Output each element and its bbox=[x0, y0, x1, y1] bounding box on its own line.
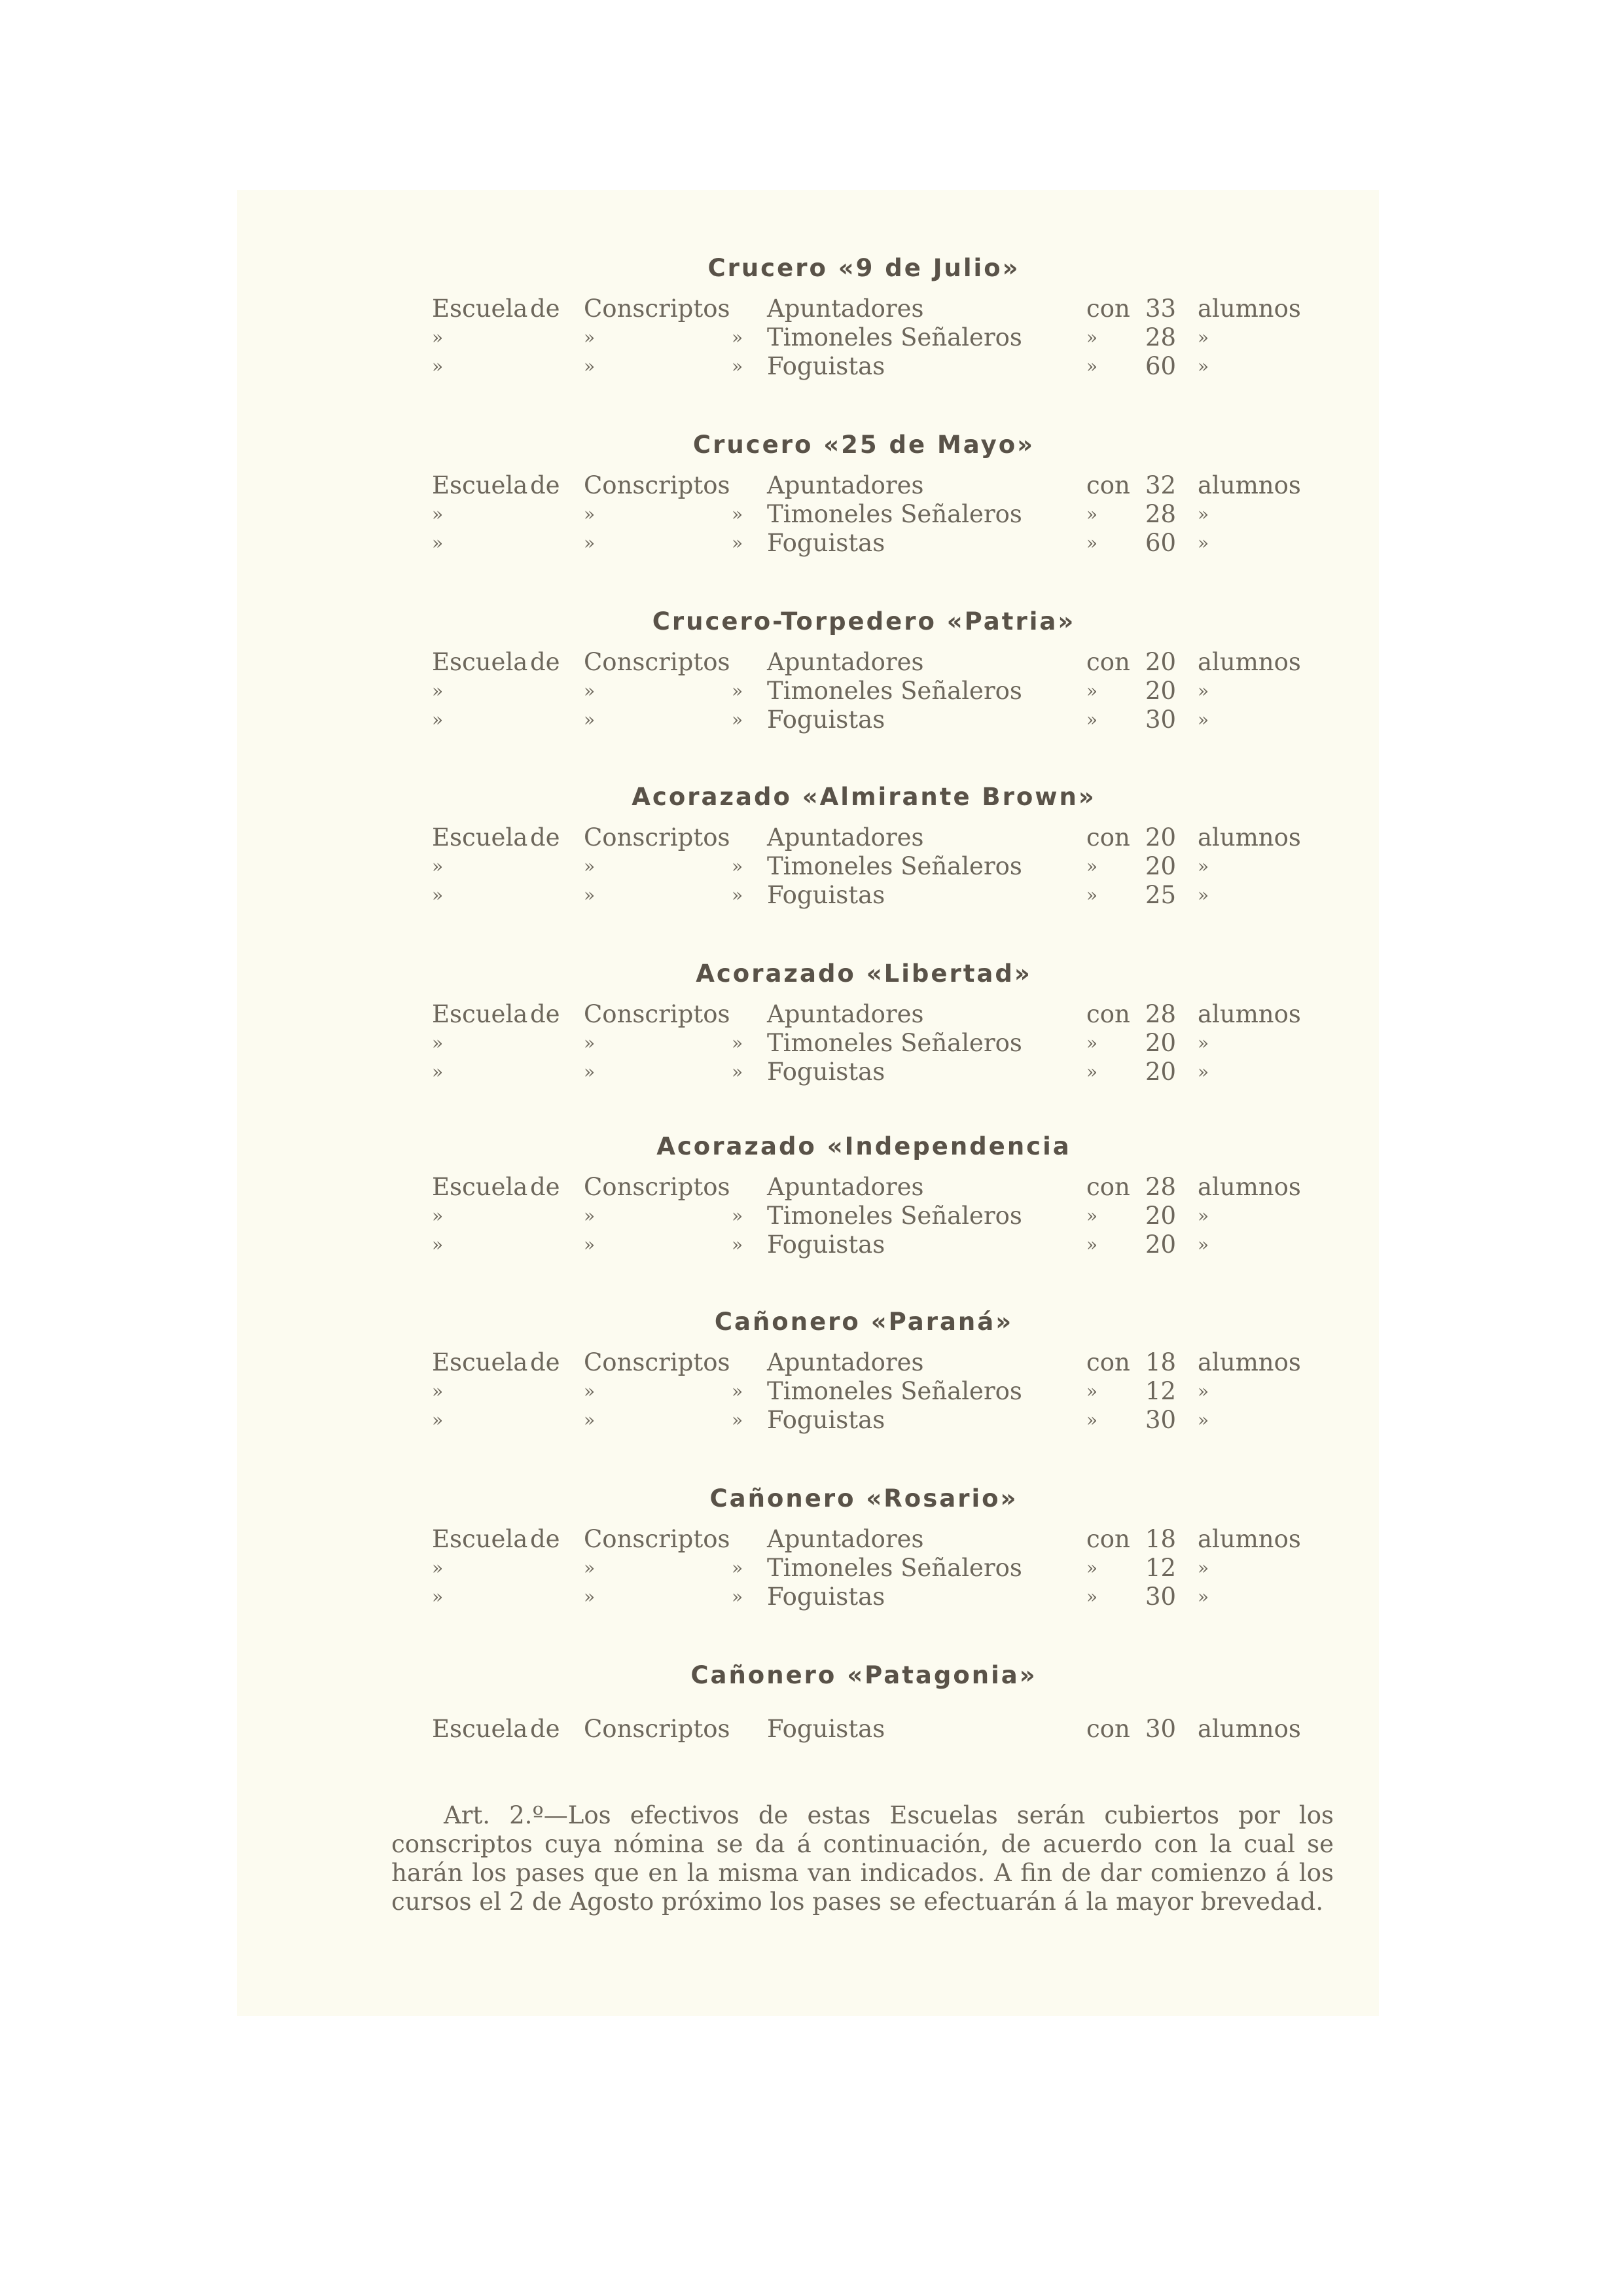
school-label: Escuela bbox=[432, 1173, 528, 1201]
ditto-mark: » bbox=[1198, 1205, 1209, 1227]
ditto-mark: » bbox=[432, 1234, 444, 1255]
ditto-mark: » bbox=[732, 1380, 743, 1402]
vessel-title: Cañonero «Paraná» bbox=[714, 1308, 1014, 1336]
student-count: 28 bbox=[1145, 323, 1177, 351]
con-label: con bbox=[1086, 1715, 1130, 1743]
school-row bbox=[432, 1058, 1296, 1086]
specialty-label: Timoneles Señaleros bbox=[767, 677, 1022, 705]
ditto-mark: » bbox=[432, 884, 444, 906]
student-count: 20 bbox=[1145, 1202, 1177, 1230]
student-count: 20 bbox=[1145, 677, 1177, 705]
conscriptos-label: Conscriptos bbox=[584, 1000, 730, 1028]
ditto-mark: » bbox=[1086, 1380, 1098, 1402]
ditto-mark: » bbox=[584, 709, 596, 730]
ditto-mark: » bbox=[584, 855, 596, 877]
vessel-title: Acorazado «Almirante Brown» bbox=[632, 783, 1096, 811]
de-label: de bbox=[530, 295, 560, 323]
student-count: 28 bbox=[1145, 500, 1177, 528]
ditto-mark: » bbox=[584, 1061, 596, 1083]
vessel-title: Crucero «9 de Julio» bbox=[707, 254, 1020, 282]
conscriptos-label: Conscriptos bbox=[584, 1525, 730, 1553]
vessel-section bbox=[432, 425, 1301, 558]
school-row bbox=[432, 852, 1296, 881]
ditto-mark: » bbox=[584, 1586, 596, 1607]
ditto-mark: » bbox=[1086, 1557, 1098, 1579]
conscriptos-label: Conscriptos bbox=[584, 1715, 730, 1743]
vessel-section bbox=[432, 954, 1301, 1086]
ditto-mark: » bbox=[432, 1586, 444, 1607]
specialty-label: Apuntadores bbox=[767, 1348, 924, 1376]
ditto-mark: » bbox=[732, 1409, 743, 1431]
ditto-mark: » bbox=[1086, 1409, 1098, 1431]
ditto-mark: » bbox=[1198, 1409, 1209, 1431]
school-label: Escuela bbox=[432, 471, 528, 499]
specialty-label: Timoneles Señaleros bbox=[767, 323, 1022, 351]
school-row bbox=[432, 706, 1296, 734]
specialty-label: Foguistas bbox=[767, 1583, 885, 1611]
school-row bbox=[432, 1406, 1296, 1435]
ditto-mark: » bbox=[432, 503, 444, 525]
school-row bbox=[432, 1202, 1296, 1230]
ditto-mark: » bbox=[1086, 503, 1098, 525]
ditto-mark: » bbox=[1086, 1032, 1098, 1054]
specialty-label: Timoneles Señaleros bbox=[767, 1029, 1022, 1057]
conscriptos-label: Conscriptos bbox=[584, 1173, 730, 1201]
ditto-mark: » bbox=[732, 884, 743, 906]
student-count: 60 bbox=[1145, 529, 1177, 557]
ditto-mark: » bbox=[732, 1234, 743, 1255]
vessel-section bbox=[432, 1127, 1301, 1259]
ditto-mark: » bbox=[432, 1380, 444, 1402]
specialty-label: Timoneles Señaleros bbox=[767, 500, 1022, 528]
student-count: 28 bbox=[1145, 1173, 1177, 1201]
vessel-title: Acorazado «Libertad» bbox=[696, 960, 1032, 988]
school-row bbox=[432, 1377, 1296, 1406]
school-row bbox=[432, 881, 1296, 910]
ditto-mark: » bbox=[584, 503, 596, 525]
vessel-section bbox=[432, 1302, 1301, 1435]
student-count: 18 bbox=[1145, 1525, 1177, 1553]
ditto-mark: » bbox=[732, 532, 743, 554]
ditto-mark: » bbox=[432, 327, 444, 348]
specialty-label: Timoneles Señaleros bbox=[767, 1554, 1022, 1582]
school-row bbox=[432, 529, 1296, 558]
unit-label: alumnos bbox=[1198, 1348, 1301, 1376]
ditto-mark: » bbox=[1198, 884, 1209, 906]
ditto-mark: » bbox=[1198, 1234, 1209, 1255]
specialty-label: Foguistas bbox=[767, 1058, 885, 1086]
specialty-label: Foguistas bbox=[767, 881, 885, 909]
ditto-mark: » bbox=[432, 1061, 444, 1083]
ditto-mark: » bbox=[1198, 327, 1209, 348]
de-label: de bbox=[530, 471, 560, 499]
school-row bbox=[432, 1348, 1301, 1377]
ditto-mark: » bbox=[732, 1205, 743, 1227]
school-row bbox=[432, 1525, 1301, 1554]
ditto-mark: » bbox=[432, 1205, 444, 1227]
ditto-mark: » bbox=[732, 355, 743, 377]
school-row bbox=[432, 471, 1301, 500]
con-label: con bbox=[1086, 471, 1130, 499]
unit-label: alumnos bbox=[1198, 471, 1301, 499]
school-row bbox=[432, 1554, 1296, 1583]
ditto-mark: » bbox=[732, 1586, 743, 1607]
school-row bbox=[432, 1230, 1296, 1259]
article-paragraph: Art. 2.º—Los efectivos de estas Escuelas serán cubiertos por los conscriptos cuya nómina se da á continuación, de acuerdo con la cual se harán los pases que en la misma van indicados. A fin de dar comienzo á los cursos el 2 de Agosto próximo los pases se efectuarán á la mayor brevedad. bbox=[391, 1801, 1334, 1916]
ditto-mark: » bbox=[584, 1205, 596, 1227]
vessel-title: Crucero «25 de Mayo» bbox=[692, 431, 1035, 459]
ditto-mark: » bbox=[1198, 709, 1209, 730]
school-row bbox=[432, 323, 1296, 352]
con-label: con bbox=[1086, 1173, 1130, 1201]
ditto-mark: » bbox=[732, 327, 743, 348]
ditto-mark: » bbox=[732, 680, 743, 702]
school-label: Escuela bbox=[432, 1525, 528, 1553]
specialty-label: Foguistas bbox=[767, 706, 885, 734]
ditto-mark: » bbox=[1198, 1032, 1209, 1054]
student-count: 33 bbox=[1145, 295, 1177, 323]
specialty-label: Apuntadores bbox=[767, 823, 924, 852]
ditto-mark: » bbox=[432, 355, 444, 377]
con-label: con bbox=[1086, 1348, 1130, 1376]
student-count: 32 bbox=[1145, 471, 1177, 499]
school-row bbox=[432, 500, 1296, 529]
school-row bbox=[432, 648, 1301, 677]
specialty-label: Foguistas bbox=[767, 352, 885, 380]
school-row bbox=[432, 677, 1296, 706]
school-row bbox=[432, 1173, 1301, 1202]
ditto-mark: » bbox=[584, 1032, 596, 1054]
ditto-mark: » bbox=[732, 503, 743, 525]
school-row bbox=[432, 1715, 1301, 1744]
school-row bbox=[432, 352, 1296, 381]
ditto-mark: » bbox=[584, 680, 596, 702]
ditto-mark: » bbox=[1086, 532, 1098, 554]
vessel-section bbox=[432, 778, 1301, 910]
ditto-mark: » bbox=[432, 680, 444, 702]
school-row bbox=[432, 823, 1301, 852]
ditto-mark: » bbox=[432, 709, 444, 730]
ditto-mark: » bbox=[1086, 355, 1098, 377]
student-count: 20 bbox=[1145, 852, 1177, 880]
school-label: Escuela bbox=[432, 1715, 528, 1743]
de-label: de bbox=[530, 1173, 560, 1201]
con-label: con bbox=[1086, 1525, 1130, 1553]
school-row bbox=[432, 1583, 1296, 1611]
ditto-mark: » bbox=[1086, 884, 1098, 906]
specialty-label: Timoneles Señaleros bbox=[767, 852, 1022, 880]
school-label: Escuela bbox=[432, 648, 528, 676]
unit-label: alumnos bbox=[1198, 823, 1301, 852]
student-count: 30 bbox=[1145, 706, 1177, 734]
ditto-mark: » bbox=[584, 1380, 596, 1402]
student-count: 60 bbox=[1145, 352, 1177, 380]
conscriptos-label: Conscriptos bbox=[584, 648, 730, 676]
student-count: 30 bbox=[1145, 1715, 1177, 1743]
ditto-mark: » bbox=[1198, 532, 1209, 554]
specialty-label: Foguistas bbox=[767, 529, 885, 557]
specialty-label: Apuntadores bbox=[767, 1525, 924, 1553]
ditto-mark: » bbox=[1086, 327, 1098, 348]
specialty-label: Apuntadores bbox=[767, 648, 924, 676]
unit-label: alumnos bbox=[1198, 1000, 1301, 1028]
ditto-mark: » bbox=[432, 532, 444, 554]
ditto-mark: » bbox=[1086, 1586, 1098, 1607]
ditto-mark: » bbox=[584, 355, 596, 377]
unit-label: alumnos bbox=[1198, 1525, 1301, 1553]
student-count: 20 bbox=[1145, 1029, 1177, 1057]
ditto-mark: » bbox=[1198, 1380, 1209, 1402]
ditto-mark: » bbox=[732, 1557, 743, 1579]
ditto-mark: » bbox=[584, 532, 596, 554]
student-count: 20 bbox=[1145, 1058, 1177, 1086]
specialty-label: Apuntadores bbox=[767, 1173, 924, 1201]
ditto-mark: » bbox=[432, 1557, 444, 1579]
ditto-mark: » bbox=[1086, 1061, 1098, 1083]
specialty-label: Foguistas bbox=[767, 1406, 885, 1434]
ditto-mark: » bbox=[732, 1032, 743, 1054]
ditto-mark: » bbox=[1086, 1234, 1098, 1255]
ditto-mark: » bbox=[432, 1032, 444, 1054]
de-label: de bbox=[530, 1348, 560, 1376]
ditto-mark: » bbox=[1086, 709, 1098, 730]
student-count: 12 bbox=[1145, 1377, 1177, 1405]
student-count: 25 bbox=[1145, 881, 1177, 909]
ditto-mark: » bbox=[1198, 1557, 1209, 1579]
ditto-mark: » bbox=[1198, 855, 1209, 877]
conscriptos-label: Conscriptos bbox=[584, 823, 730, 852]
student-count: 30 bbox=[1145, 1583, 1177, 1611]
school-label: Escuela bbox=[432, 1348, 528, 1376]
student-count: 28 bbox=[1145, 1000, 1177, 1028]
ditto-mark: » bbox=[584, 884, 596, 906]
vessel-title: Cañonero «Rosario» bbox=[709, 1484, 1018, 1513]
specialty-label: Apuntadores bbox=[767, 471, 924, 499]
ditto-mark: » bbox=[584, 1557, 596, 1579]
conscriptos-label: Conscriptos bbox=[584, 1348, 730, 1376]
vessel-section bbox=[432, 1656, 1301, 1744]
school-label: Escuela bbox=[432, 823, 528, 852]
de-label: de bbox=[530, 823, 560, 852]
ditto-mark: » bbox=[584, 1409, 596, 1431]
student-count: 20 bbox=[1145, 1230, 1177, 1259]
vessel-section bbox=[432, 1479, 1301, 1611]
specialty-label: Foguistas bbox=[767, 1230, 885, 1259]
ditto-mark: » bbox=[584, 327, 596, 348]
specialty-label: Apuntadores bbox=[767, 1000, 924, 1028]
specialty-label: Apuntadores bbox=[767, 295, 924, 323]
conscriptos-label: Conscriptos bbox=[584, 295, 730, 323]
vessel-title: Acorazado «Independencia bbox=[656, 1132, 1071, 1160]
con-label: con bbox=[1086, 295, 1130, 323]
con-label: con bbox=[1086, 823, 1130, 852]
ditto-mark: » bbox=[1086, 680, 1098, 702]
unit-label: alumnos bbox=[1198, 1715, 1301, 1743]
ditto-mark: » bbox=[732, 1061, 743, 1083]
school-label: Escuela bbox=[432, 1000, 528, 1028]
ditto-mark: » bbox=[1198, 355, 1209, 377]
specialty-label: Foguistas bbox=[767, 1715, 885, 1743]
ditto-mark: » bbox=[1086, 1205, 1098, 1227]
ditto-mark: » bbox=[1198, 503, 1209, 525]
student-count: 12 bbox=[1145, 1554, 1177, 1582]
student-count: 18 bbox=[1145, 1348, 1177, 1376]
vessel-section bbox=[432, 602, 1301, 734]
ditto-mark: » bbox=[584, 1234, 596, 1255]
ditto-mark: » bbox=[1198, 1586, 1209, 1607]
school-label: Escuela bbox=[432, 295, 528, 323]
vessel-title: Cañonero «Patagonia» bbox=[690, 1661, 1037, 1689]
ditto-mark: » bbox=[432, 1409, 444, 1431]
de-label: de bbox=[530, 1525, 560, 1553]
specialty-label: Timoneles Señaleros bbox=[767, 1202, 1022, 1230]
de-label: de bbox=[530, 1715, 560, 1743]
con-label: con bbox=[1086, 1000, 1130, 1028]
ditto-mark: » bbox=[1198, 680, 1209, 702]
vessel-section bbox=[432, 249, 1301, 381]
vessel-title: Crucero-Torpedero «Patria» bbox=[652, 607, 1076, 636]
student-count: 20 bbox=[1145, 648, 1177, 676]
ditto-mark: » bbox=[732, 709, 743, 730]
ditto-mark: » bbox=[432, 855, 444, 877]
unit-label: alumnos bbox=[1198, 1173, 1301, 1201]
specialty-label: Timoneles Señaleros bbox=[767, 1377, 1022, 1405]
school-row bbox=[432, 1000, 1301, 1029]
con-label: con bbox=[1086, 648, 1130, 676]
conscriptos-label: Conscriptos bbox=[584, 471, 730, 499]
school-row bbox=[432, 295, 1301, 323]
de-label: de bbox=[530, 1000, 560, 1028]
ditto-mark: » bbox=[732, 855, 743, 877]
student-count: 30 bbox=[1145, 1406, 1177, 1434]
de-label: de bbox=[530, 648, 560, 676]
unit-label: alumnos bbox=[1198, 295, 1301, 323]
student-count: 20 bbox=[1145, 823, 1177, 852]
ditto-mark: » bbox=[1086, 855, 1098, 877]
school-row bbox=[432, 1029, 1296, 1058]
ditto-mark: » bbox=[1198, 1061, 1209, 1083]
unit-label: alumnos bbox=[1198, 648, 1301, 676]
